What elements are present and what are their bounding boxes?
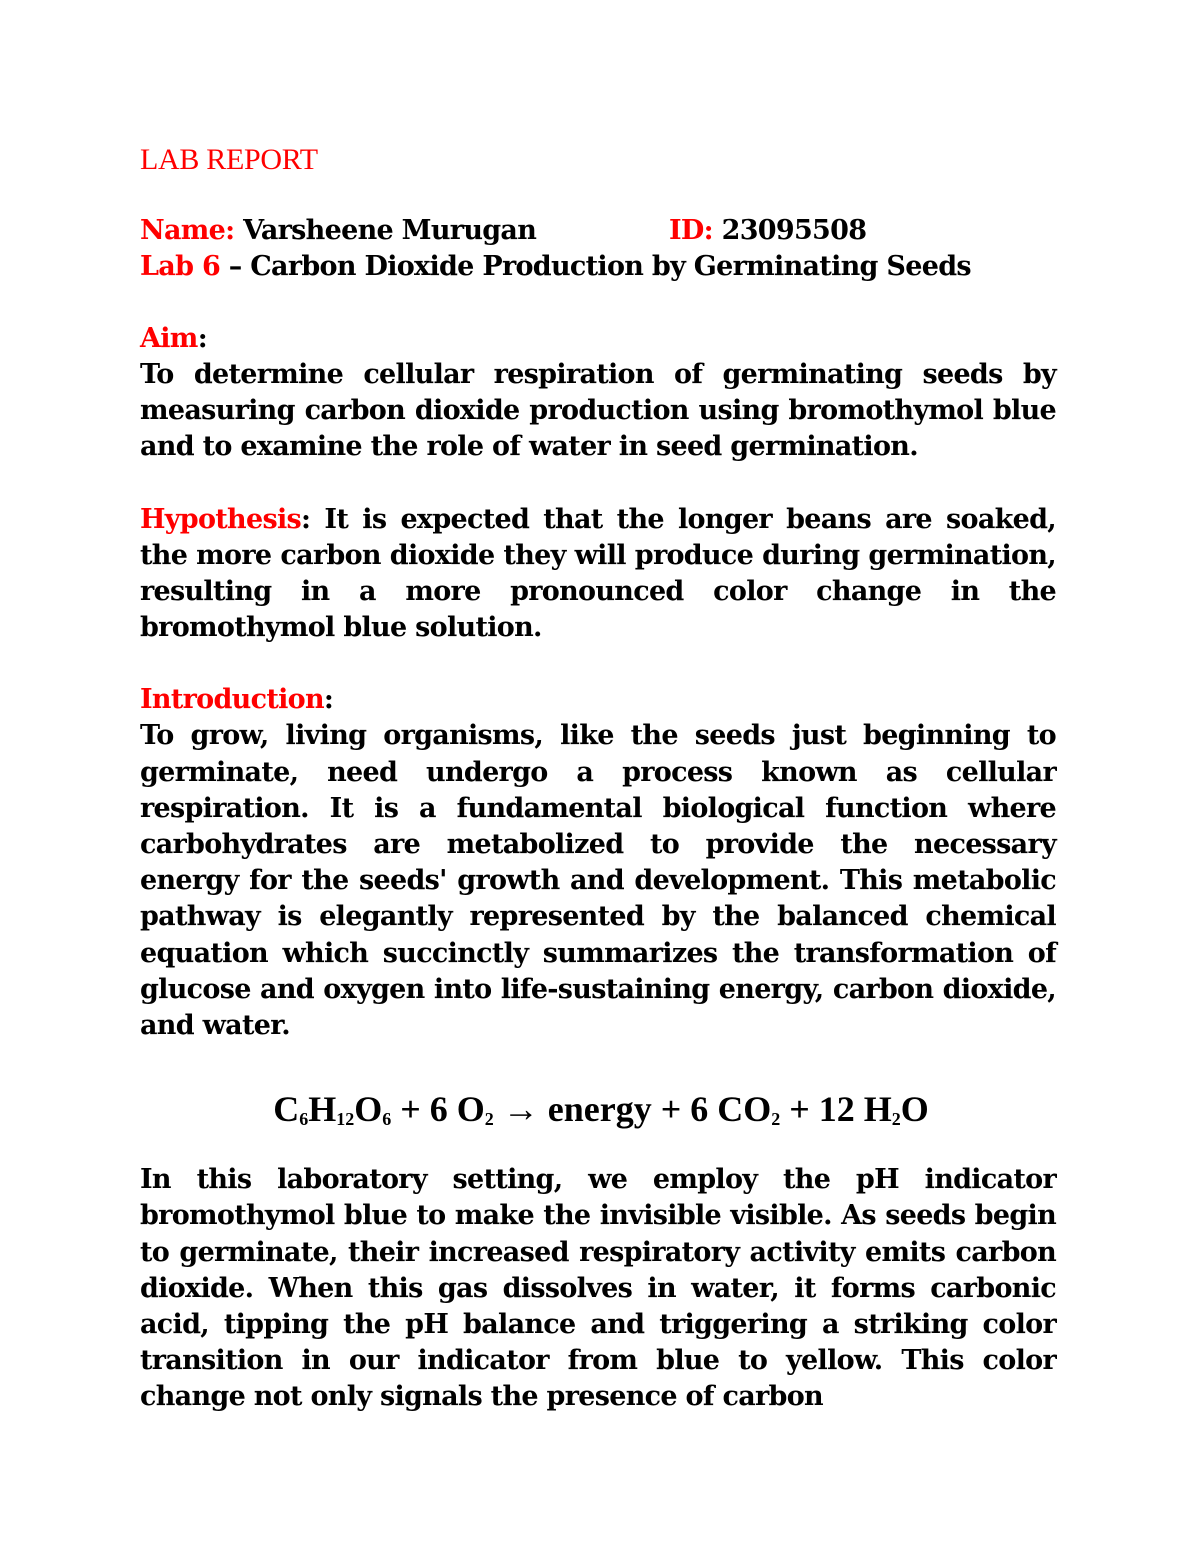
hypothesis-heading: Hypothesis bbox=[140, 503, 302, 535]
respiration-equation: $C_6H_{12}O_6 + 6$ $O_2$ → energy + 6 $CO_2 + 12$ $H_2O$ bbox=[273, 1089, 929, 1130]
introduction-heading bbox=[140, 682, 1056, 718]
hypothesis-text: : It is expected that the longer beans are soaked, the more carbon dioxide they will produce during germination, resulting in a more pronounced color change in the bromothymol blue solution. bbox=[140, 503, 1056, 644]
name-label: Name: bbox=[140, 215, 235, 246]
introduction-paragraph-2: In this laboratory setting, we employ the pH indicator bromothymol blue to make the invisible visible. As seeds begin to germinate, their increased respiratory activity emits carbon dioxide. When this gas dissolves in water, it forms carbonic acid, tipping the pH balance and triggering a striking color transition in our indicator from blue to yellow. This color change not only signals the presence of carbon bbox=[140, 1164, 1056, 1413]
aim-heading-label: Aim bbox=[140, 323, 198, 354]
name-value: Varsheene Murugan bbox=[234, 215, 537, 246]
student-id bbox=[669, 213, 866, 249]
lab-label: Lab 6 bbox=[140, 251, 221, 282]
document-page bbox=[140, 140, 1056, 1416]
report-title: LAB REPORT bbox=[140, 143, 318, 176]
aim-heading-colon: : bbox=[197, 323, 207, 354]
aim-text: To determine cellular respiration of germinating seeds by measuring carbon dioxide production using bromothymol blue and to examine the role of water in seed germination. bbox=[140, 359, 1056, 463]
lab-title-line bbox=[140, 249, 1056, 285]
introduction-heading-colon: : bbox=[323, 684, 334, 716]
aim-section bbox=[140, 321, 1056, 466]
introduction-section bbox=[140, 682, 1056, 1415]
student-info-row bbox=[140, 213, 1056, 249]
hypothesis-paragraph bbox=[140, 502, 1056, 647]
introduction-heading-label: Introduction bbox=[140, 684, 324, 716]
hypothesis-section bbox=[140, 502, 1056, 647]
lab-title: – Carbon Dioxide Production by Germinating Seeds bbox=[220, 251, 971, 282]
id-label: ID: bbox=[669, 215, 713, 246]
id-value: 23095508 bbox=[712, 215, 867, 246]
introduction-paragraph-1: To grow, living organisms, like the seeds just beginning to germinate, need undergo a process known as cellular respiration. It is a fundamental biological function where carbohydrates are metabolized to provide the necessary energy for the seeds' growth and development. This metabolic pathway is elegantly represented by the balanced chemical equation which succinctly summarizes the transformation of glucose and oxygen into life-sustaining energy, carbon dioxide, and water. bbox=[140, 720, 1056, 1042]
aim-heading bbox=[140, 321, 1056, 357]
